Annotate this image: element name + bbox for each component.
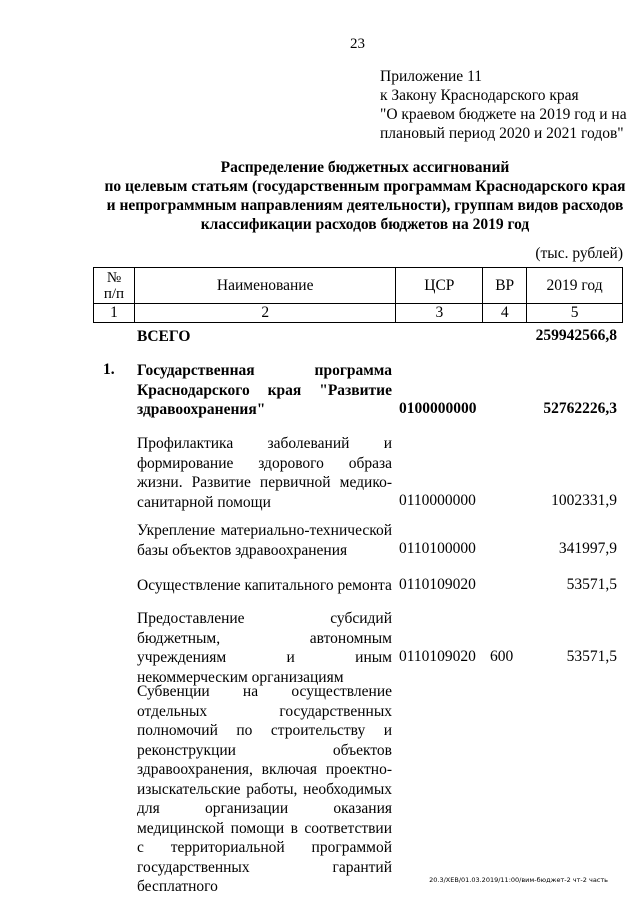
row-value: 1002331,9 [551,492,617,509]
table-row [93,576,623,596]
title-line: Распределение бюджетных ассигнований [220,159,510,176]
table-header [93,267,623,323]
row-name: Укрепление материально-технической базы объектов здравоохранения [137,522,392,559]
row-csr: 0110109020 [399,576,476,593]
row-value: 259942566,8 [535,327,617,344]
annex-line: "О краевом бюджете на 2019 год и на [380,106,627,123]
header-name: Наименование [134,268,395,304]
row-csr: 0100000000 [399,400,477,417]
row-csr: 0110109020 [399,648,476,665]
row-name: Государственная программа Краснодарского края "Развитие здравоохранения" [137,362,392,418]
row-name: ВСЕГО [137,328,191,345]
header-num: № п/п [94,268,135,304]
row-number: 1. [103,361,115,378]
annex-line: плановый период 2020 и 2021 годов" [380,125,624,142]
header-index: 2 [134,304,395,323]
header-index: 1 [94,304,135,323]
row-name: Осуществление капитального ремонта [137,577,392,594]
header-vr: ВР [483,268,527,304]
page-number: 23 [350,36,365,52]
row-value: 53571,5 [566,576,617,593]
row-value: 52762226,3 [543,400,617,417]
table-row [93,521,623,561]
row-name: Субвенции на осуществление отдельных государственных полномочий по строительству и реконструкции объектов здравоохранения, включая проектно-изыскательские работы, необходимых для организации оказания медицинской помощи в соответствии с территориальной программой государственных гарантий бесплатного [137,683,392,895]
table-row [93,361,623,421]
header-csr: ЦСР [396,268,483,304]
table-row-total [93,327,623,349]
annex-line: Приложение 11 [380,68,482,85]
row-csr: 0110100000 [399,540,476,557]
units-label: (тыс. рублей) [535,245,623,262]
row-value: 53571,5 [566,648,617,665]
title-line: по целевым статьям (государственным программам Краснодарского края [104,178,626,195]
title-line: и непрограммным направлениям деятельности), группам видов расходов [106,197,624,214]
row-value: 341997,9 [558,540,617,557]
row-vr: 600 [490,648,514,665]
row-name: Предоставление субсидий бюджетным, автономным учреждениям и иным некоммерческим организациям [137,610,392,686]
table-row [93,609,623,686]
header-year: 2019 год [527,268,623,304]
title-line: классификации расходов бюджетов на 2019 год [200,216,530,233]
header-index: 5 [527,304,623,323]
annex-block [380,67,627,143]
row-csr: 0110000000 [399,492,476,509]
table-row [93,434,623,514]
header-index: 3 [396,304,483,323]
header-index: 4 [483,304,527,323]
row-name: Профилактика заболеваний и формирование здорового образа жизни. Развитие первичной медико-санитарной помощи [137,435,392,511]
footer-code: 20.3/XEB/01.03.2019/11:00/вим-бюджет-2 чт-2 часть [429,876,608,884]
annex-line: к Закону Краснодарского края [380,87,579,104]
document-title [95,158,635,234]
